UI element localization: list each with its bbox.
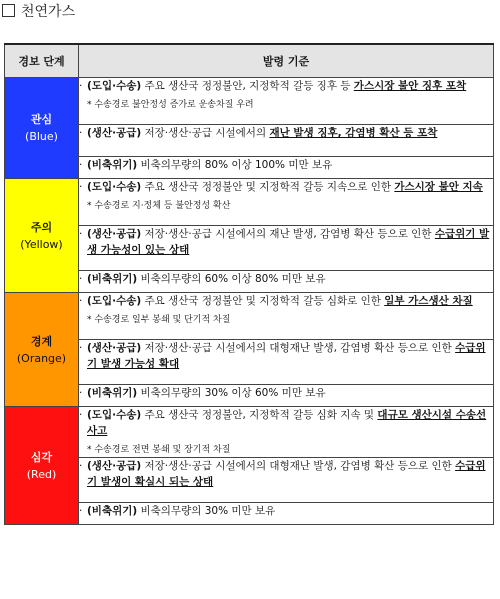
table-row — [5, 78, 494, 125]
level-name: 관심 — [30, 113, 53, 126]
criteria-plain: 저장·생산·공급 시설에서의 — [141, 127, 270, 139]
criteria-line — [79, 503, 493, 519]
level-color-label: (Red) — [26, 467, 57, 481]
criteria-tag: (도입·수송) — [87, 181, 142, 193]
criteria-plain: 비축의무량의 60% 이상 80% 미만 보유 — [137, 273, 326, 285]
bullet-dot: · — [79, 181, 83, 193]
criteria-tag: (생산·공급) — [87, 342, 142, 354]
criteria-line — [79, 125, 493, 141]
criteria-tag: (도입·수송) — [87, 80, 142, 92]
table-body — [5, 78, 494, 525]
criteria-text — [87, 78, 493, 94]
criteria-line — [79, 340, 493, 372]
criteria-cell — [79, 226, 494, 271]
level-cell-yellow — [5, 179, 79, 293]
bullet-dot: · — [79, 273, 83, 285]
level-color-label: (Orange) — [16, 351, 67, 365]
criteria-tag: (생산·공급) — [87, 127, 142, 139]
criteria-note: * 수송경로 불안정성 증가로 운송차질 우려 — [87, 100, 254, 110]
criteria-note: * 수송경로 전면 봉쇄 및 장기적 차질 — [87, 445, 231, 455]
criteria-cell — [79, 293, 494, 340]
table-row — [5, 293, 494, 340]
section-heading — [2, 3, 75, 21]
table-row — [5, 226, 494, 271]
criteria-emphasis: 가스시장 불안 지속 — [394, 181, 483, 193]
level-cell-red — [5, 407, 79, 525]
table-header-row — [5, 44, 494, 78]
bullet-dot: · — [79, 460, 83, 472]
criteria-tag: (비축위기) — [87, 273, 138, 285]
criteria-text — [87, 179, 493, 195]
bullet-dot: · — [79, 387, 83, 399]
criteria-emphasis: 일부 가스생산 차질 — [384, 295, 473, 307]
criteria-tag: (도입·수송) — [87, 409, 142, 421]
criteria-text — [87, 226, 493, 258]
level-color-label: (Blue) — [25, 130, 58, 143]
table-row — [5, 458, 494, 503]
criteria-emphasis: 대규모 생산시설 수송선 사고 — [87, 409, 487, 437]
criteria-text — [87, 125, 493, 141]
table-row — [5, 179, 494, 226]
level-cell-blue — [5, 78, 79, 179]
bullet-dot: · — [79, 159, 83, 171]
criteria-text — [87, 271, 493, 287]
table-row — [5, 271, 494, 293]
criteria-note: * 수송경로 지·정체 등 불안정성 확산 — [87, 201, 231, 211]
criteria-emphasis: 수급위기 발생 가능성이 있는 상태 — [87, 228, 490, 256]
criteria-tag: (도입·수송) — [87, 295, 142, 307]
level-cell-orange — [5, 293, 79, 407]
criteria-text — [87, 458, 493, 490]
criteria-text — [87, 293, 493, 309]
criteria-plain: 비축의무량의 30% 이상 60% 미만 보유 — [137, 387, 326, 399]
criteria-cell — [79, 125, 494, 157]
level-color-label: (Yellow) — [20, 237, 63, 251]
header-level: 경보 단계 — [5, 44, 79, 78]
criteria-cell — [79, 157, 494, 179]
criteria-text — [87, 385, 493, 401]
criteria-plain: 주요 생산국 정정불안, 지정학적 갈등 심화 지속 및 — [141, 409, 378, 421]
criteria-text — [87, 503, 493, 519]
criteria-cell — [79, 340, 494, 385]
criteria-line — [79, 385, 493, 401]
criteria-tag: (생산·공급) — [87, 228, 142, 240]
bullet-dot: · — [79, 295, 83, 307]
criteria-plain: 저장·생산·공급 시설에서의 대형재난 발생, 감염병 확산 등으로 인한 — [141, 342, 456, 354]
alert-level-table — [4, 43, 494, 525]
bullet-dot: · — [79, 342, 83, 354]
checkbox-square-icon — [2, 4, 15, 17]
section-title: 천연가스 — [21, 4, 76, 20]
criteria-cell — [79, 271, 494, 293]
criteria-note: * 수송경로 일부 봉쇄 및 단기적 차질 — [87, 315, 231, 325]
criteria-line — [79, 78, 493, 94]
criteria-emphasis: 수급위기 발생 가능성 확대 — [87, 342, 486, 370]
table-row — [5, 340, 494, 385]
criteria-plain: 비축의무량의 80% 이상 100% 미만 보유 — [137, 159, 333, 171]
level-name: 경계 — [30, 334, 53, 348]
criteria-plain: 주요 생산국 정정불안, 지정학적 갈등 징후 등 — [141, 80, 354, 92]
criteria-line — [79, 458, 493, 490]
criteria-cell — [79, 458, 494, 503]
table-row — [5, 157, 494, 179]
criteria-line — [79, 157, 493, 173]
criteria-cell — [79, 407, 494, 458]
bullet-dot: · — [79, 228, 83, 240]
bullet-dot: · — [79, 127, 83, 139]
header-criteria: 발령 기준 — [79, 44, 494, 78]
table-row — [5, 407, 494, 458]
criteria-text — [87, 340, 493, 372]
bullet-dot: · — [79, 409, 83, 421]
criteria-text — [87, 157, 493, 173]
level-name: 심각 — [30, 450, 53, 464]
criteria-cell — [79, 503, 494, 525]
criteria-tag: (비축위기) — [87, 505, 138, 517]
criteria-plain: 저장·생산·공급 시설에서의 재난 발생, 감염병 확산 등으로 인한 — [141, 228, 435, 240]
criteria-plain: 주요 생산국 정정불안 및 지정학적 갈등 심화로 인한 — [141, 295, 385, 307]
criteria-line — [79, 226, 493, 258]
criteria-line — [79, 179, 493, 195]
table-row — [5, 125, 494, 157]
criteria-emphasis: 수급위기 발생이 확실시 되는 상태 — [87, 460, 486, 488]
table-row — [5, 503, 494, 525]
bullet-dot: · — [79, 80, 83, 92]
criteria-cell — [79, 385, 494, 407]
criteria-tag: (생산·공급) — [87, 460, 142, 472]
criteria-cell — [79, 78, 494, 125]
level-name: 주의 — [30, 220, 53, 234]
criteria-cell — [79, 179, 494, 226]
criteria-tag: (비축위기) — [87, 159, 138, 171]
criteria-plain: 저장·생산·공급 시설에서의 대형재난 발생, 감염병 확산 등으로 인한 — [141, 460, 456, 472]
table-row — [5, 385, 494, 407]
criteria-line — [79, 407, 493, 439]
criteria-emphasis: 가스시장 불안 징후 포착 — [353, 80, 467, 92]
criteria-emphasis: 재난 발생 징후, 감염병 확산 등 포착 — [269, 127, 438, 139]
criteria-plain: 주요 생산국 정정불안 및 지정학적 갈등 지속으로 인한 — [141, 181, 395, 193]
bullet-dot: · — [79, 505, 83, 517]
criteria-plain: 비축의무량의 30% 미만 보유 — [137, 505, 276, 517]
criteria-tag: (비축위기) — [87, 387, 138, 399]
criteria-line — [79, 271, 493, 287]
criteria-text — [87, 407, 493, 439]
criteria-line — [79, 293, 493, 309]
